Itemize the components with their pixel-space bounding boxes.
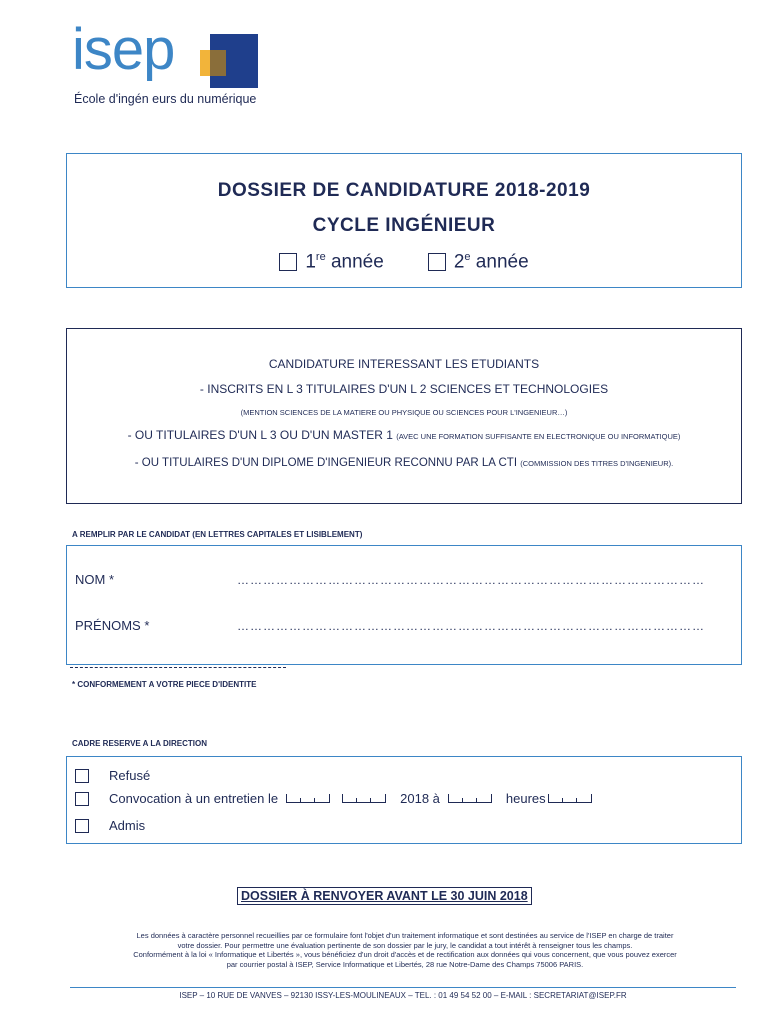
title-box <box>66 153 742 288</box>
privacy-line-4: par courrier postal à ISEP, Service Informatique et Libertés, 28 rue Notre-Dame des Champs 75006 PARIS. <box>226 959 584 969</box>
eligibility-line-1-note: (MENTION SCIENCES DE LA MATIERE OU PHYSIQUE OU SCIENCES POUR L'INGENIEUR…) <box>240 408 568 417</box>
first-year-checkbox[interactable] <box>279 253 297 271</box>
direction-box <box>66 756 742 844</box>
footer-divider <box>70 987 736 988</box>
nom-field[interactable]: ……………………………………………………………………………………………… <box>237 573 705 587</box>
choice-first-year[interactable] <box>279 251 383 273</box>
first-year-label: 1re année <box>305 251 384 273</box>
logo-wordmark: isep <box>72 17 175 82</box>
choice-second-year[interactable] <box>428 251 529 273</box>
footnote-divider <box>70 667 286 668</box>
candidate-section-label: A REMPLIR PAR LE CANDIDAT (EN LETTRES CAPITALES ET LISIBLEMENT) <box>72 530 363 539</box>
nom-label: NOM * <box>75 572 114 587</box>
convocation-checkbox[interactable] <box>75 792 89 806</box>
refuse-row <box>75 768 150 783</box>
logo-mark-icon <box>200 34 260 90</box>
eligibility-line-1: - INSCRITS EN L 3 TITULAIRES D'UN L 2 SCIENCES ET TECHNOLOGIES <box>199 382 609 396</box>
eligibility-line-3: - OU TITULAIRES D'UN DIPLOME D'INGENIEUR RECONNU PAR LA CTI (COMMISSION DES TITRES D'INGENIEUR). <box>134 457 674 469</box>
prenoms-field[interactable]: ……………………………………………………………………………………………… <box>237 619 705 633</box>
convocation-row <box>75 791 596 806</box>
second-year-checkbox[interactable] <box>428 253 446 271</box>
eligibility-line-2: - OU TITULAIRES D'UN L 3 OU D'UN MASTER 1 (AVEC UNE FORMATION SUFFISANTE EN ELECTRONIQUE OU INFORMATIQUE) <box>127 428 681 442</box>
footer-address: ISEP – 10 RUE DE VANVES – 92130 ISSY-LES-MOULINEAUX – TEL. : 01 49 54 52 00 – E-MAIL : SECRETARIAT@ISEP.FR <box>179 991 627 1000</box>
second-year-label: 2e année <box>453 251 529 273</box>
privacy-line-1: Les données à caractère personnel recueillies par ce formulaire font l'objet d'un traitement informatique et sont destinées au service de l'ISEP en charge de traiter <box>136 931 674 940</box>
prenoms-label: PRÉNOMS * <box>75 618 150 633</box>
year-choice-row <box>67 251 741 273</box>
admis-label: Admis <box>109 818 146 833</box>
identity-footnote: * CONFORMEMENT A VOTRE PIECE D'IDENTITE <box>72 680 257 689</box>
document-subtitle: CYCLE INGÉNIEUR <box>312 215 496 236</box>
privacy-notice <box>70 931 740 969</box>
eligibility-heading: CANDIDATURE INTERESSANT LES ETUDIANTS <box>268 357 540 371</box>
admis-checkbox[interactable] <box>75 819 89 833</box>
hour-slots[interactable] <box>448 794 492 803</box>
eligibility-box <box>66 328 742 504</box>
admis-row <box>75 818 145 833</box>
heures-label: heures <box>505 791 546 806</box>
direction-section-label: CADRE RESERVE A LA DIRECTION <box>72 739 207 748</box>
privacy-line-2: votre dossier. Pour permettre une évaluation pertinente de son dossier par le jury, le candidat a tout intérêt à renseigner tous les champs. <box>177 940 633 950</box>
refuse-checkbox[interactable] <box>75 769 89 783</box>
convocation-label: Convocation à un entretien le <box>109 791 279 806</box>
day-slots[interactable] <box>286 794 330 803</box>
year-label: 2018 à <box>400 791 440 806</box>
minute-slots[interactable] <box>548 794 592 803</box>
privacy-line-3: Conformément à la loi « Informatique et Libertés », vous bénéficiez d'un droit d'accès et de rectification aux données qui vous concernent, que vous pouvez exercer <box>133 950 677 959</box>
deadline-notice: DOSSIER À RENVOYER AVANT LE 30 JUIN 2018 <box>237 887 532 905</box>
refuse-label: Refusé <box>109 768 151 783</box>
identity-box <box>66 545 742 665</box>
document-title: DOSSIER DE CANDIDATURE 2018-2019 <box>217 180 591 201</box>
month-slots[interactable] <box>342 794 386 803</box>
logo-tagline: École d'ingén eurs du numérique <box>74 92 257 106</box>
